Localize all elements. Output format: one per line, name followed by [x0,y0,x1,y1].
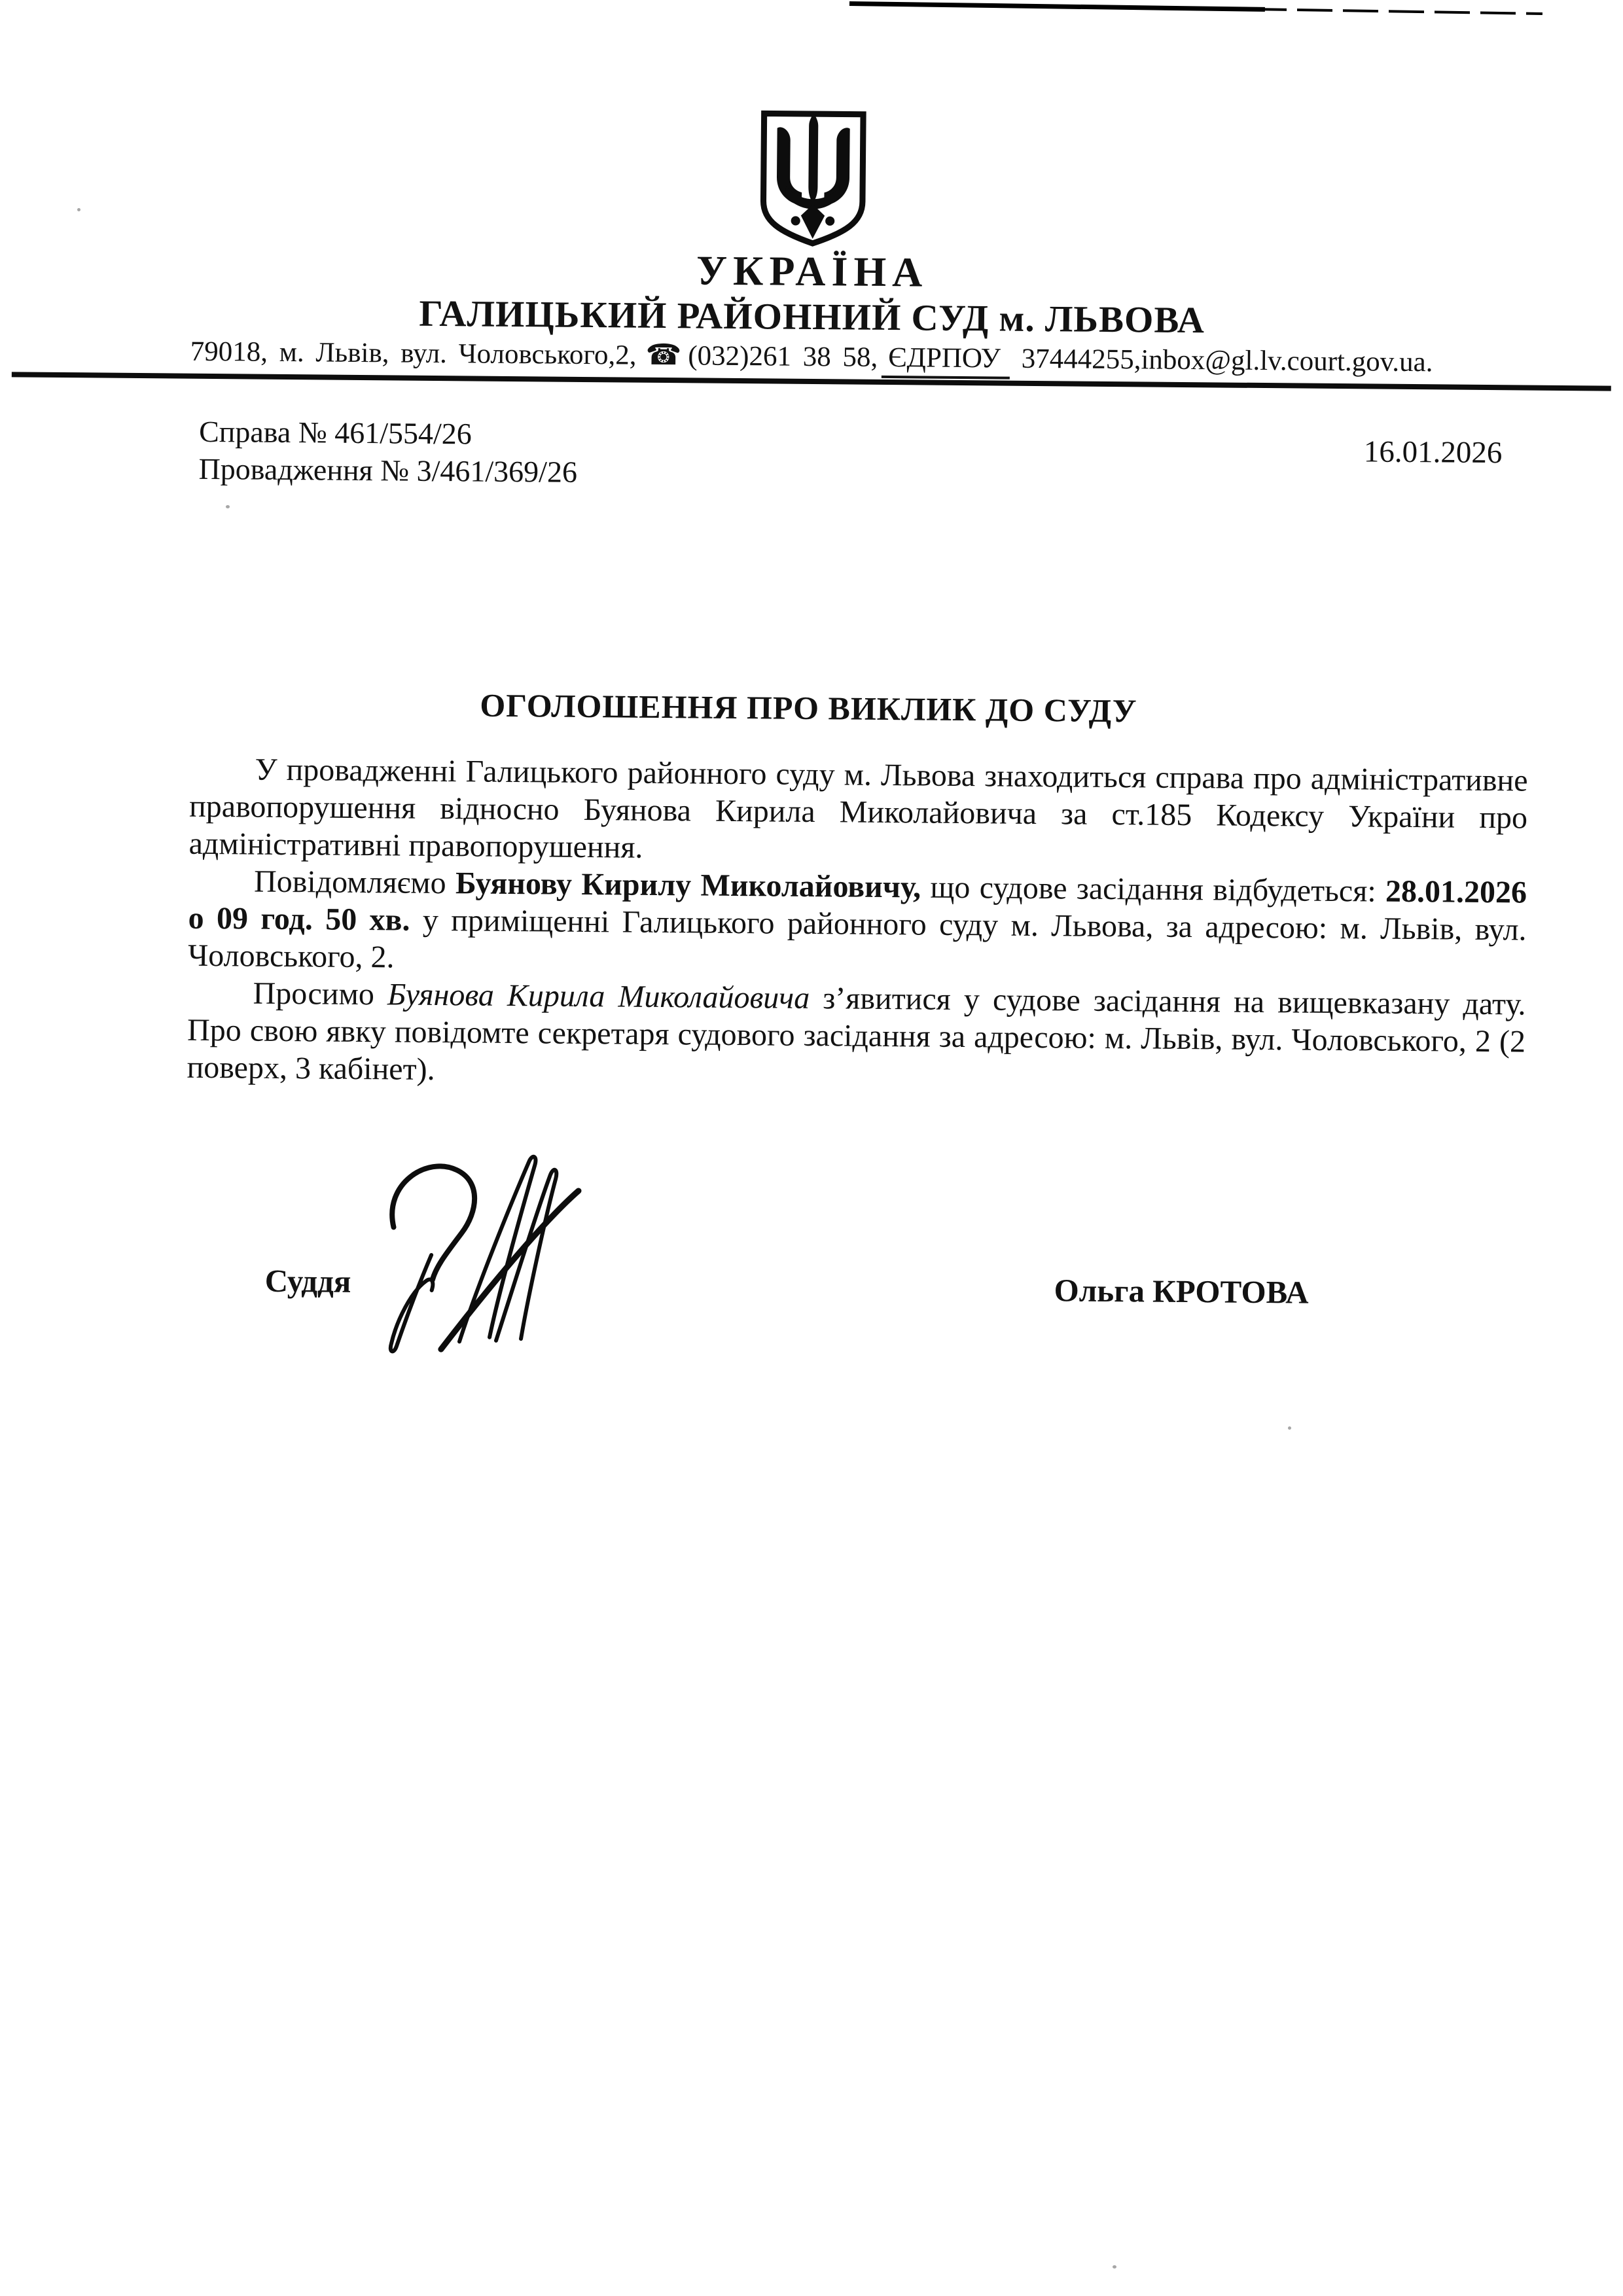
signature-block [0,1150,1616,1445]
judge-signature [368,1140,664,1365]
address-phone-number: (032)261 38 58, [688,340,878,373]
paragraph-hearing-notice [0,860,1618,987]
court-name: ГАЛИЦЬКИЙ РАЙОННИЙ СУД м. ЛЬВОВА [419,292,1205,342]
defendant-name-bold: Буянову Кирилу Миколайовичу, [455,866,921,905]
paragraph-case-description [0,749,1620,875]
paragraph-run: Просимо [253,976,388,1012]
case-number: Справа № 461/554/26 [198,414,473,451]
defendant-name-italic: Буянова Кирила Миколайовича [387,977,810,1016]
document-date: 16.01.2026 [1363,434,1503,470]
address-code-email: 37444255,inbox@gl.lv.court.gov.ua. [1009,343,1433,378]
scan-speck [1113,2265,1116,2269]
coat-of-arms-emblem [1,101,1623,255]
judge-name: Ольга КРОТОВА [1054,1272,1309,1311]
hearing-datetime-bold: 28.01.2026 о 09 год. 50 хв. [188,874,1527,938]
paragraph-appearance-request [0,972,1618,1099]
paragraph-run: що судове засідання відбудеться: [920,870,1386,909]
paragraph-run: Повідомляємо [253,864,456,901]
edrpou-label: ЄДРПОУ [882,342,1010,380]
case-info-block [0,411,1622,500]
phone-icon: ☎ [645,338,682,372]
paragraph-run: у приміщенні Галицького районного суду м. Львова, за адресою: м. Львів, вул. Чоловського, 2. [187,902,1527,975]
document-title: ОГОЛОШЕННЯ ПРО ВИКЛИК ДО СУДУ [480,686,1137,730]
address-street: 79018, м. Львів, вул. Чоловського,2, [190,336,637,371]
judge-role-label: Суддя [264,1262,351,1299]
paragraph-text: У провадженні Галицького районного суду м. Львова знаходиться справа про адміністративне правопорушення відносно Буянова Кирила Миколайовича за ст.185 Кодексу України про адміністративні правопорушення. [188,752,1528,865]
paragraph-run: з’явитися у судове засідання на вищевказану дату. Про свою явку повідомте секретаря судового засідання за адресою: м. Львів, вул. Чоловського, 2 (2 поверх, 3 кабінет). [187,981,1526,1087]
proceeding-number: Провадження № 3/461/369/26 [198,451,578,489]
ukraine-trident-icon [755,108,872,248]
country-name: УКРАЇНА [696,247,929,296]
